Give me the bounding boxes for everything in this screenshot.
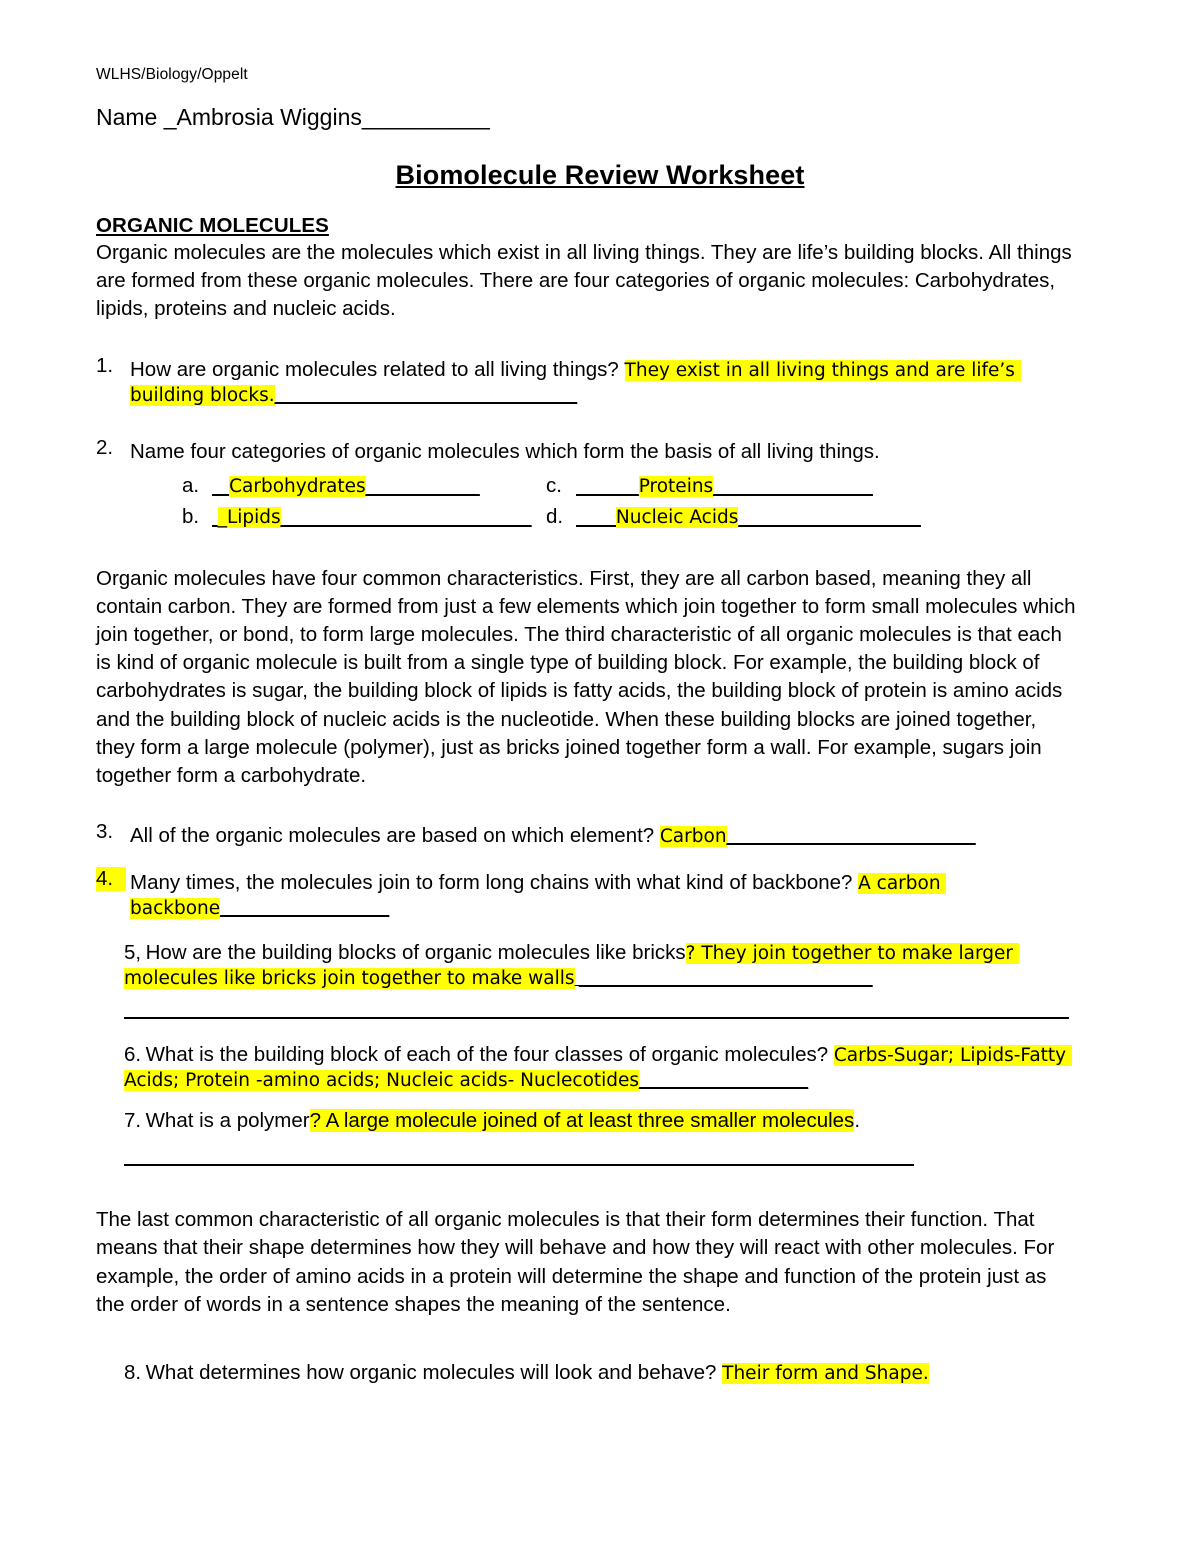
question-2-row-bd: [182, 502, 1080, 533]
option-b-post-blank[interactable]: ______________________: [280, 504, 532, 528]
question-3-prompt: All of the organic molecules are based on which element?: [130, 824, 660, 848]
question-1-blank[interactable]: __________________________________: [274, 387, 578, 405]
question-5-prompt: How are the building blocks of organic molecules like bricks: [145, 941, 686, 965]
question-2-option-a: [182, 471, 546, 502]
option-c-pre-blank: _____: [576, 473, 639, 497]
option-b-label: b.: [182, 504, 200, 528]
option-d-answer[interactable]: Nucleic Acids: [615, 506, 739, 528]
name-label: Name: [96, 104, 164, 130]
question-1-prompt: How are organic molecules related to all living things?: [130, 357, 625, 381]
question-6-answer[interactable]: Carbs-Sugar; Lipids-Fatty Acids; Protein -amino acids; Nucleic acids- Nuclecotides: [124, 1045, 1073, 1092]
intro-paragraph: Organic molecules are the molecules which exist in all living things. They are life’s building blocks. All things are formed from these organic molecules. There are four categories of organic molecules: Carbohydrates, lipids, proteins and nucleic acids.: [96, 241, 1072, 321]
question-5-number: 5,: [124, 941, 142, 965]
student-name-line: [96, 104, 490, 131]
option-d-post-blank[interactable]: ________________: [738, 504, 921, 528]
option-c-post-blank[interactable]: ______________: [713, 473, 873, 497]
question-8-prompt: What determines how organic molecules will look and behave?: [145, 1361, 723, 1385]
question-6: [96, 1039, 1080, 1091]
question-7: [96, 1105, 1080, 1136]
answer-rule-after-q5[interactable]: [124, 1017, 1069, 1019]
question-7-prompt: What is a polymer: [145, 1109, 310, 1133]
course-header: WLHS/Biology/Oppelt: [96, 66, 248, 83]
question-7-period: .: [854, 1109, 861, 1133]
characteristics-paragraph: Organic molecules have four common characteristics. First, they are all carbon based, meaning they all contain carbon. They are formed from just a few elements which join together to form small molecules which join together, or bond, to form large molecules. The third characteristic of all organic molecules is that each is kind of organic molecule is built from a single type of building block. For example, the building block of carbohydrates is sugar, the building block of lipids is fatty acids, the building block of protein is amino acids and the building block of nucleic acids is the nucleotide. When these building blocks are joined together, they form a large molecule (polymer), just as bricks joined together form a wall. For example, sugars join together form a carbohydrate.: [96, 566, 1076, 788]
question-3-blank[interactable]: ____________________________: [726, 829, 976, 847]
answer-rule-after-q7[interactable]: [124, 1164, 914, 1166]
question-2-options: [182, 471, 1080, 533]
question-2-prompt: Name four categories of organic molecules which form the basis of all living things.: [130, 439, 880, 463]
question-2-option-b: [182, 502, 546, 533]
worksheet-body: [96, 214, 1080, 1388]
question-4-number: 4.: [96, 867, 126, 891]
question-2-option-c: [546, 471, 873, 502]
question-6-blank[interactable]: ___________________: [639, 1073, 809, 1091]
form-function-paragraph: The last common characteristic of all organic molecules is that their form determines their function. That means that their shape determines how they will behave and how they will react with other molecules. For example, the order of amino acids in a protein will determine the shape and function of the protein just as the order of words in a sentence shapes the meaning of the sentence.: [96, 1208, 1055, 1316]
name-value: _Ambrosia Wiggins__________: [163, 104, 490, 130]
option-b-answer[interactable]: _Lipids: [217, 506, 281, 528]
option-d-label: d.: [546, 504, 564, 528]
question-1-answer[interactable]: They exist in all living things and are life’s building blocks.: [130, 359, 1021, 406]
question-4-blank[interactable]: ___________________: [220, 901, 390, 919]
question-8: [96, 1357, 1080, 1388]
option-a-answer[interactable]: Carbohydrates: [229, 475, 366, 497]
question-5-answer[interactable]: ? They join together to make larger molecules like bricks join together to make walls: [124, 943, 1019, 990]
question-5-blank[interactable]: _________________________________: [574, 971, 873, 989]
question-6-prompt: What is the building block of each of the four classes of organic molecules?: [145, 1043, 834, 1067]
question-3: [96, 820, 1080, 851]
question-2-option-d: [546, 502, 921, 533]
option-c-answer[interactable]: Proteins: [638, 475, 714, 497]
question-4-prompt: Many times, the molecules join to form long chains with what kind of backbone?: [130, 871, 859, 895]
question-4: [96, 867, 1080, 919]
option-b-pre-blank: [212, 505, 218, 528]
option-a-pre-blank: _: [212, 473, 230, 497]
option-a-post-blank[interactable]: __________: [365, 473, 480, 497]
question-8-number: 8.: [124, 1361, 142, 1385]
question-1: [96, 354, 1080, 406]
question-2-row-ac: [182, 471, 1080, 502]
question-3-number: 3.: [96, 820, 114, 844]
question-8-answer[interactable]: Their form and Shape.: [722, 1363, 929, 1385]
question-3-answer[interactable]: Carbon: [659, 826, 727, 848]
option-d-pre-blank: ___: [576, 504, 616, 528]
section-heading: ORGANIC MOLECULES: [96, 214, 329, 237]
option-c-label: c.: [546, 473, 562, 497]
page-title: Biomolecule Review Worksheet: [395, 160, 805, 190]
question-7-answer[interactable]: ? A large molecule joined of at least three smaller molecules: [309, 1109, 855, 1133]
question-5: [96, 937, 1080, 989]
question-7-number: 7.: [124, 1109, 142, 1133]
option-a-label: a.: [182, 473, 200, 497]
question-2-number: 2.: [96, 435, 114, 459]
question-1-number: 1.: [96, 353, 114, 377]
question-6-number: 6.: [124, 1043, 142, 1067]
question-4-answer[interactable]: A carbon backbone: [130, 873, 947, 920]
question-2: [96, 436, 1080, 467]
